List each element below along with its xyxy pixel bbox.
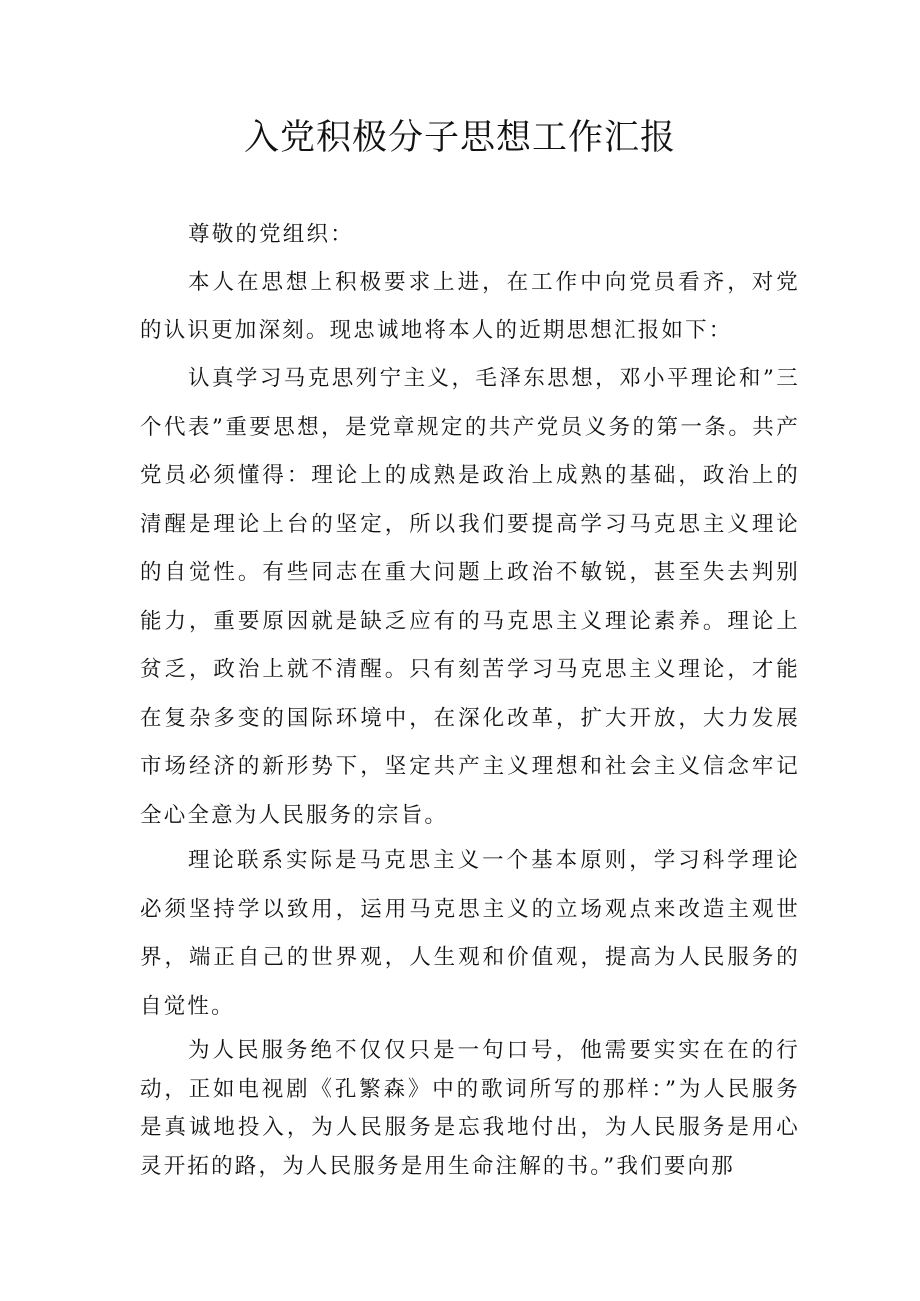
document-title: 入党积极分子思想工作汇报	[243, 118, 676, 158]
paragraph-theory-practice: 理论联系实际是马克思主义一个基本原则，学习科学理论必须坚持学以致用，运用马克思主义的立场观点来改造主观世界，端正自己的世界观，人生观和价值观，提高为人民服务的自觉性。	[140, 848, 800, 1019]
paragraph-theory-study: 认真学习马克思列宁主义，毛泽东思想，邓小平理论和”三个代表”重要思想，是党章规定的共产党员义务的第一条。共产党员必须懂得：理论上的成熟是政治上成熟的基础，政治上的清醒是理论上台的坚定，所以我们要提高学习马克思主义理论的自觉性。有些同志在重大问题上政治不敏锐，甚至失去判别能力，重要原因就是缺乏应有的马克思主义理论素养。理论上贫乏，政治上就不清醒。只有刻苦学习马克思主义理论，才能在复杂多变的国际环境中，在深化改革，扩大开放，大力发展市场经济的新形势下，坚定共产主义理想和社会主义信念牢记全心全意为人民服务的宗旨。	[140, 366, 800, 828]
paragraph-serve-people: 为人民服务绝不仅仅只是一句口号，他需要实实在在的行动，正如电视剧《孔繁森》中的歌词所写的那样：”为人民服务是真诚地投入，为人民服务是忘我地付出，为人民服务是用心灵开拓的路，为人民服务是用生命注解的书。”我们要向那	[140, 1038, 800, 1179]
paragraph-intro: 本人在思想上积极要求上进，在工作中向党员看齐，对党的认识更加深刻。现忠诚地将本人的近期思想汇报如下：	[140, 270, 800, 343]
salutation: 尊敬的党组织：	[188, 222, 354, 247]
